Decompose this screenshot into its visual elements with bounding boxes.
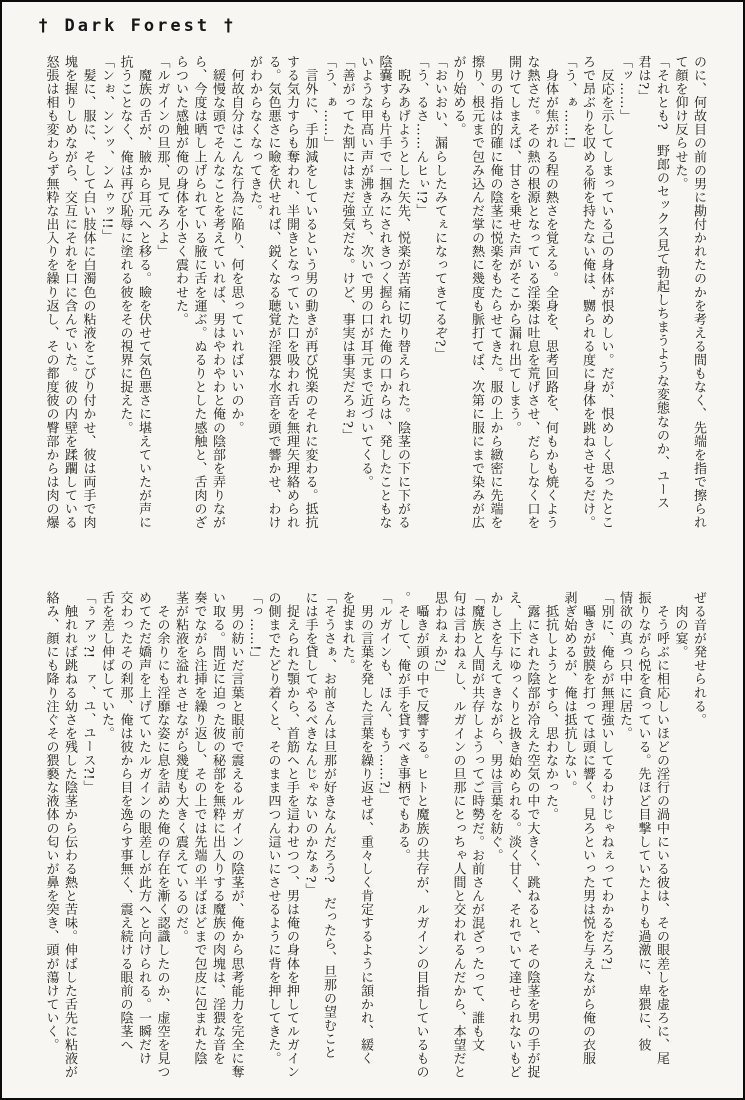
- text-column: 君は?」: [635, 55, 651, 104]
- text-column: ら、今度は晒し上げられている腋に舌を運ぶ。ぬるりとした感触と、舌肉のざ: [191, 55, 207, 530]
- text-column: 言外に、手加減をしているという男の動きが再び悦楽のそれに変わる。抵抗: [302, 55, 318, 530]
- text-column: 「善がってた割にはまだ強気だな。けど、事実は事実だろぉ?」: [339, 55, 355, 442]
- text-column: 舌を差し伸ばしていた。: [99, 591, 114, 741]
- text-column: 捉えられた顎から、首筋へと手を這わせつつ、男は俺の身体を押してルガイン: [284, 591, 299, 1079]
- text-column: 「う、ぁ……」: [321, 55, 336, 150]
- text-column: 。そして、俺が手を貸すべき事柄でもある。: [395, 591, 410, 862]
- text-column: 肉の宴。: [672, 591, 688, 659]
- text-column: のに、何故目の前の男に勘付かれたのかを考える間もなく、先端を指で擦られ: [691, 55, 706, 530]
- text-column: 髪に、服に、そして白い肢体に白濁色の粘液をこびり付かせ、彼は両手で肉: [80, 55, 96, 530]
- text-column: 交わったその刹那、俺は彼から目を逸らす事無く、震え続ける眼前の陰茎へ: [117, 591, 133, 1052]
- text-column: 身体が焦がれる程の熱さを覚える。全身を、思考回路を、何もかも焼くよう: [543, 55, 558, 530]
- text-column: 抗うことなく、俺は再び恥辱に塗れる彼をその視界に捉えた。: [117, 55, 133, 435]
- text-column: 「う、ぁ……!」: [561, 55, 577, 156]
- text-column: 振りながら悦を貪っている。先ほど目撃していたよりも過激に、卑猥に、彼: [635, 591, 651, 1052]
- text-column: 男の紡いだ言葉と眼前で震えるルガインの陰茎が、俺から思考能力を完全に奪: [228, 591, 244, 1079]
- text-column: て顔を仰け反らせた。: [672, 55, 688, 191]
- text-column: 「ッ……」: [617, 55, 632, 123]
- text-column: 擦り、根元まで包み込んだ掌の熱に幾度も脈打てば、次第に服にまで染みが広: [469, 55, 484, 530]
- text-column: 「っ……!」: [247, 591, 262, 665]
- text-column: な熱さだ。その熱の根源となっている淫楽は吐息を荒げさせ、だらしなく口を: [524, 55, 540, 530]
- text-column: 抵抗しようとすら、思わなかった。: [543, 591, 558, 822]
- text-column: い取る。間近に迫った彼の秘部を無粋に出入りする魔族の肉塊は、淫猥な音を: [210, 591, 225, 1066]
- text-column: 男の言葉を発した言葉を繰り返せば、重々しく肯定するように頷かれ、緩く: [358, 591, 373, 1066]
- text-column: がり始める。: [450, 55, 466, 137]
- text-column: 陰嚢すらも片手で一掴みにされきつく握られた俺の口からは、発したこともな: [376, 55, 392, 530]
- text-column: 触れれば跳ねる幼さを残した陰茎から伝わる熱と苦味。伸ばした舌先に粘液が: [62, 591, 77, 1079]
- text-column: 思わねぇか?」: [432, 591, 447, 680]
- text-column: の側までたどり着くと、そのまま四つん這いにさせるように背を押してきた。: [265, 591, 281, 1066]
- text-column: 情欲の真っ只中に居た。: [617, 591, 632, 741]
- text-column: 露にされた陰部が冷えた空気の中で大きく、跳ねると、その陰茎を男の手が捉: [524, 591, 540, 1079]
- text-column: その余りにも淫靡な姿に息を詰めた俺の存在を漸く認識したのか、虚空を見つ: [154, 591, 170, 1079]
- text-column: 開けてしまえば、甘さを乗せた声がそこから漏れ出てしまう。: [506, 55, 521, 435]
- text-column: 奏でながら注挿を繰り返し、その上では先端の半ばほどまで包皮に包まれた陰: [191, 591, 207, 1066]
- text-column: 緩慢な頭でそんなことを考えていれば、男はやわやわと俺の陰部を弄りなが: [210, 55, 225, 530]
- text-column: 「それとも? 野郎のセックス見て勃起しちまうような変態なのか、ユース: [654, 55, 669, 510]
- text-block-bottom: [39, 591, 707, 1097]
- text-column: え、上下にゆっくりと扱き始められる。淡く甘く、それでいて達せられないもど: [506, 591, 521, 1079]
- text-column: る。気色悪さに瞼を伏せれば、鋭くなる聴覚が淫猥な水音を頭で響かせ、わけ: [265, 55, 281, 530]
- text-column: 「ぅアッ?! ァ、ユ、ユース?!」: [80, 591, 96, 794]
- text-column: 囁きが頭の中で反響する。ヒトと魔族の共存が、ルガインの目指しているもの: [413, 591, 429, 1079]
- text-column: かしさを与えてきながら、男は言葉を紡ぐ。: [487, 591, 503, 862]
- text-column: 怒張は相も変わらず無粋な出入りを繰り返し、その都度彼の臀部からは肉の爆: [43, 55, 59, 530]
- text-column: を捉まれた。: [339, 591, 355, 673]
- text-column: 塊を握りしめながら、交互にそれを口に含んでいた。彼の内壁を蹂躙している: [62, 55, 77, 530]
- text-column: めてただ嬌声を上げていたルガインの眼差しが此方へと向けられる。一瞬だけ: [136, 591, 151, 1066]
- text-column: する気力すらも奪われ、半開きとなっていた口を吸われ舌を無理矢理絡められ: [284, 55, 299, 530]
- text-column: がわからなくなってきた。: [247, 55, 262, 218]
- text-column: 「ルガインの旦那、見てみろよ」: [154, 55, 170, 259]
- text-column: 「ンぉ、ンンッ、ンムゥッ!!」: [99, 55, 114, 243]
- text-column: そう呼ぶに相応しいほどの淫行の渦中にいる彼は、その眼差しを虚ろに、尾: [654, 591, 669, 1066]
- text-column: らついた感触が俺の身体を小さく震わせた。: [173, 55, 188, 326]
- text-column: 剥ぎ始めるが、俺は抵抗しない。: [561, 591, 577, 795]
- text-column: 「魔族と人間が共存しようってご時勢だ。お前さんが混ざったって、誰も文: [469, 591, 484, 1052]
- text-column: 句は言わねぇし、ルガインの旦那にとっちゃ人間と交われるんだから、本望だと: [450, 591, 466, 1079]
- text-column: 男の指は的確に俺の陰茎に悦楽をもたらせてきた。服の上から緻密に先端を: [487, 55, 503, 530]
- text-column: いような甲高い声が沸き立ち、次いで男の口が耳元まで近づいてくる。: [358, 55, 373, 489]
- page-title: † Dark Forest †: [38, 16, 237, 36]
- text-block-top: [39, 55, 707, 565]
- text-column: ろで昂ぶりを収める術を持たない俺は、嬲られる度に身体を跳ねさせるだけ。: [580, 55, 595, 530]
- text-column: 絡み、顔にも降り注ぐその猥褻な液体の匂いが鼻を突き、頭が蕩けていく。: [43, 591, 59, 1052]
- text-column: 茎が粘液を溢れさせながら幾度も大きく震えているのだ。: [173, 591, 188, 944]
- text-column: 「そうさぁ、お前さんは旦那が好きなんだろう? だったら、旦那の望むこと: [321, 591, 336, 1060]
- text-column: 魔族の舌が、腋から耳元へと移る。瞼を伏せて気色悪さに堪えていたが声に: [136, 55, 151, 530]
- text-column: 囁きが鼓膜を打っては頭に響く。見ろといった男は悦を与えながら俺の衣服: [580, 591, 595, 1066]
- text-column: ぜる音が発せられる。: [691, 591, 706, 727]
- text-column: には手を貸してやるべきなんじゃないのかなぁ?」: [302, 591, 318, 897]
- text-column: 「おいおい、漏らしたみてぇになってきてるぞ?」: [432, 55, 447, 361]
- text-column: 「う、るさ……んヒぃ!?」: [413, 55, 429, 218]
- text-column: 何故自分はこんな行為に陥り、何を思っていればいいのか。: [228, 55, 244, 435]
- text-column: 「ルガインも、ほん、もう……?」: [376, 591, 392, 802]
- text-column: 「別に、俺らが無理強いしてるわけじゃねぇってわかるだろ?」: [598, 591, 614, 978]
- text-column: 反応を示してしまっている己の身体が恨めしい。だが、恨めしく思ったとこ: [598, 55, 614, 530]
- text-column: 睨みあげようとした矢先、悦楽が苦痛に切り替えられた。陰茎の下に下がる: [395, 55, 410, 530]
